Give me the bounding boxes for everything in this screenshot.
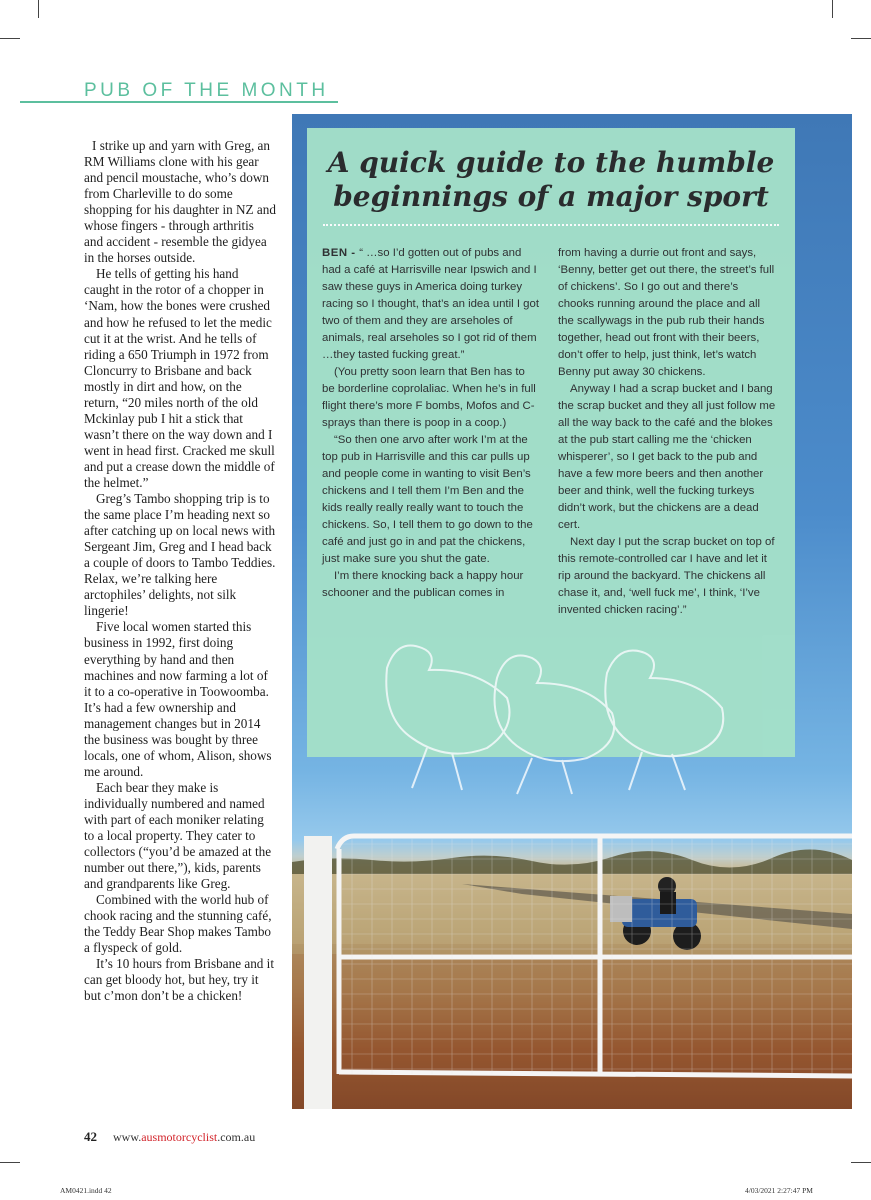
print-slug-date: 4/03/2021 2:27:47 PM	[745, 1186, 813, 1195]
article-body	[84, 138, 276, 1005]
url-prefix: www.	[113, 1130, 142, 1144]
crop-mark	[851, 38, 871, 39]
gate-post	[304, 836, 332, 1109]
sidebar-title-line1: A quick guide to the humble	[327, 146, 775, 179]
crop-mark	[38, 0, 39, 18]
section-title: PUB OF THE MONTH	[84, 80, 329, 101]
print-slug-file: AM0421.indd 42	[60, 1186, 112, 1195]
article-paragraph: I strike up and yarn with Greg, an RM Williams clone with his gear and pencil moustache, who’s down from Charleville to do some shopping for his daughter in NZ and whose fingers - through arthritis and accident - resemble the gidyea in the horses outside.	[84, 138, 276, 266]
header-rule	[20, 101, 338, 103]
sidebar-box	[307, 128, 795, 757]
url-suffix: .com.au	[217, 1130, 256, 1144]
sidebar-title	[307, 146, 795, 214]
website-url[interactable]	[113, 1130, 255, 1145]
article-paragraph: Each bear they make is individually numbered and named with part of each moniker relating to a local property. They cater to collectors (“you’d be amazed at the number out there,”), kids, parents and grandparents like Greg.	[84, 779, 272, 892]
page-number: 42	[84, 1129, 97, 1144]
url-brand: ausmotorcyclist	[141, 1130, 218, 1144]
article-paragraph: It’s 10 hours from Brisbane and it can get bloody hot, but hey, try it but c’mon don’t be a chicken!	[84, 956, 275, 1004]
dotted-divider	[323, 224, 779, 226]
crop-mark	[851, 1162, 871, 1163]
sidebar-column-left	[322, 245, 540, 602]
article-paragraph: Greg’s Tambo shopping trip is to the same place I’m heading next so after catching up on local news with Sergeant Jim, Greg and I head back a couple of doors to Tambo Teddies. Relax, we’re talking here arctophiles’ delights, not silk lingerie!	[84, 491, 276, 619]
article-paragraph: Combined with the world hub of chook racing and the stunning café, the Teddy Bear Shop makes Tambo a flyspeck of gold.	[84, 892, 272, 956]
crop-mark	[0, 1162, 20, 1163]
sidebar-paragraph: I’m there knocking back a happy hour schooner and the publican comes in	[322, 570, 524, 599]
article-paragraph: Five local women started this business in 1992, first doing everything by hand and then machines and now farming a lot of it to a co-operative in Toowoomba. It’s had a few ownership and management changes but in 2014 the business was bought by three locals, one of whom, Alison, shows me around.	[84, 619, 272, 779]
sidebar-paragraph	[322, 245, 540, 364]
sidebar-paragraph: “So then one arvo after work I’m at the top pub in Harrisville and this car pulls up and people come in wanting to visit Ben’s chickens and I tell them I’m Ben and the kids really really really want to touch the chickens. So, I tell them to go down to the café and just go in and pat the chickens, just make sure you shut the gate.	[322, 434, 533, 565]
article-paragraph: He tells of getting his hand caught in the rotor of a chopper in ‘Nam, how the bones were crushed and how he refused to let the medic cut it at the wrist. And he tells of riding a 650 Triumph in 1972 from Cloncurry to Brisbane and back mostly in dirt and how, on the return, “20 miles north of the old Mckinlay pub I hit a stick that wasn’t there on the way down and I went in head first. Cracked me skull and put a crease down the middle of the helmet.”	[84, 266, 275, 490]
crop-mark	[0, 38, 20, 39]
sidebar-paragraph: from having a durrie out front and says, ‘Benny, better get out there, the street’s full of chickens’. So I go out and there’s chooks running around the place and all the scallywags in the pub rub their hands together, head out front with their beers, don’t offer to help, just think, let’s watch Benny put away 30 chickens.	[558, 247, 775, 378]
sidebar-paragraph: Anyway I had a scrap bucket and I bang the scrap bucket and they all just follow me all the way back to the café and the blokes at the pub start calling me the ‘chicken whisperer’, so I get back to the pub and have a few more beers and then another beer and think, well the fucking turkeys didn’t work, but the chickens are a dead cert.	[558, 383, 776, 531]
speaker-label: BEN -	[322, 247, 360, 259]
sidebar-title-line2: beginnings of a major sport	[333, 180, 769, 213]
crop-mark	[832, 0, 833, 18]
quote-text: “ …so I’d gotten out of pubs and had a café at Harrisville near Ipswich and I saw these guys in America doing turkey racing so I thought, that’s an idea until I got two of them and they are arseholes of animals, real arseholes so I got rid of them …they tasted fucking great.”	[322, 247, 539, 361]
sidebar-column-right	[558, 245, 776, 619]
sidebar-paragraph: (You pretty soon learn that Ben has to be borderline coprolaliac. When he’s in full flight there’s more F bombs, Mofos and C-sprays than there is poop in a coop.)	[322, 366, 536, 429]
sidebar-paragraph: Next day I put the scrap bucket on top of this remote-controlled car I have and let it rip around the backyard. The chickens all chase it, and, ‘well fuck me’, I think, ‘I’ve invented chicken racing’.”	[558, 536, 775, 616]
chicken-illustration-icon	[367, 628, 747, 798]
